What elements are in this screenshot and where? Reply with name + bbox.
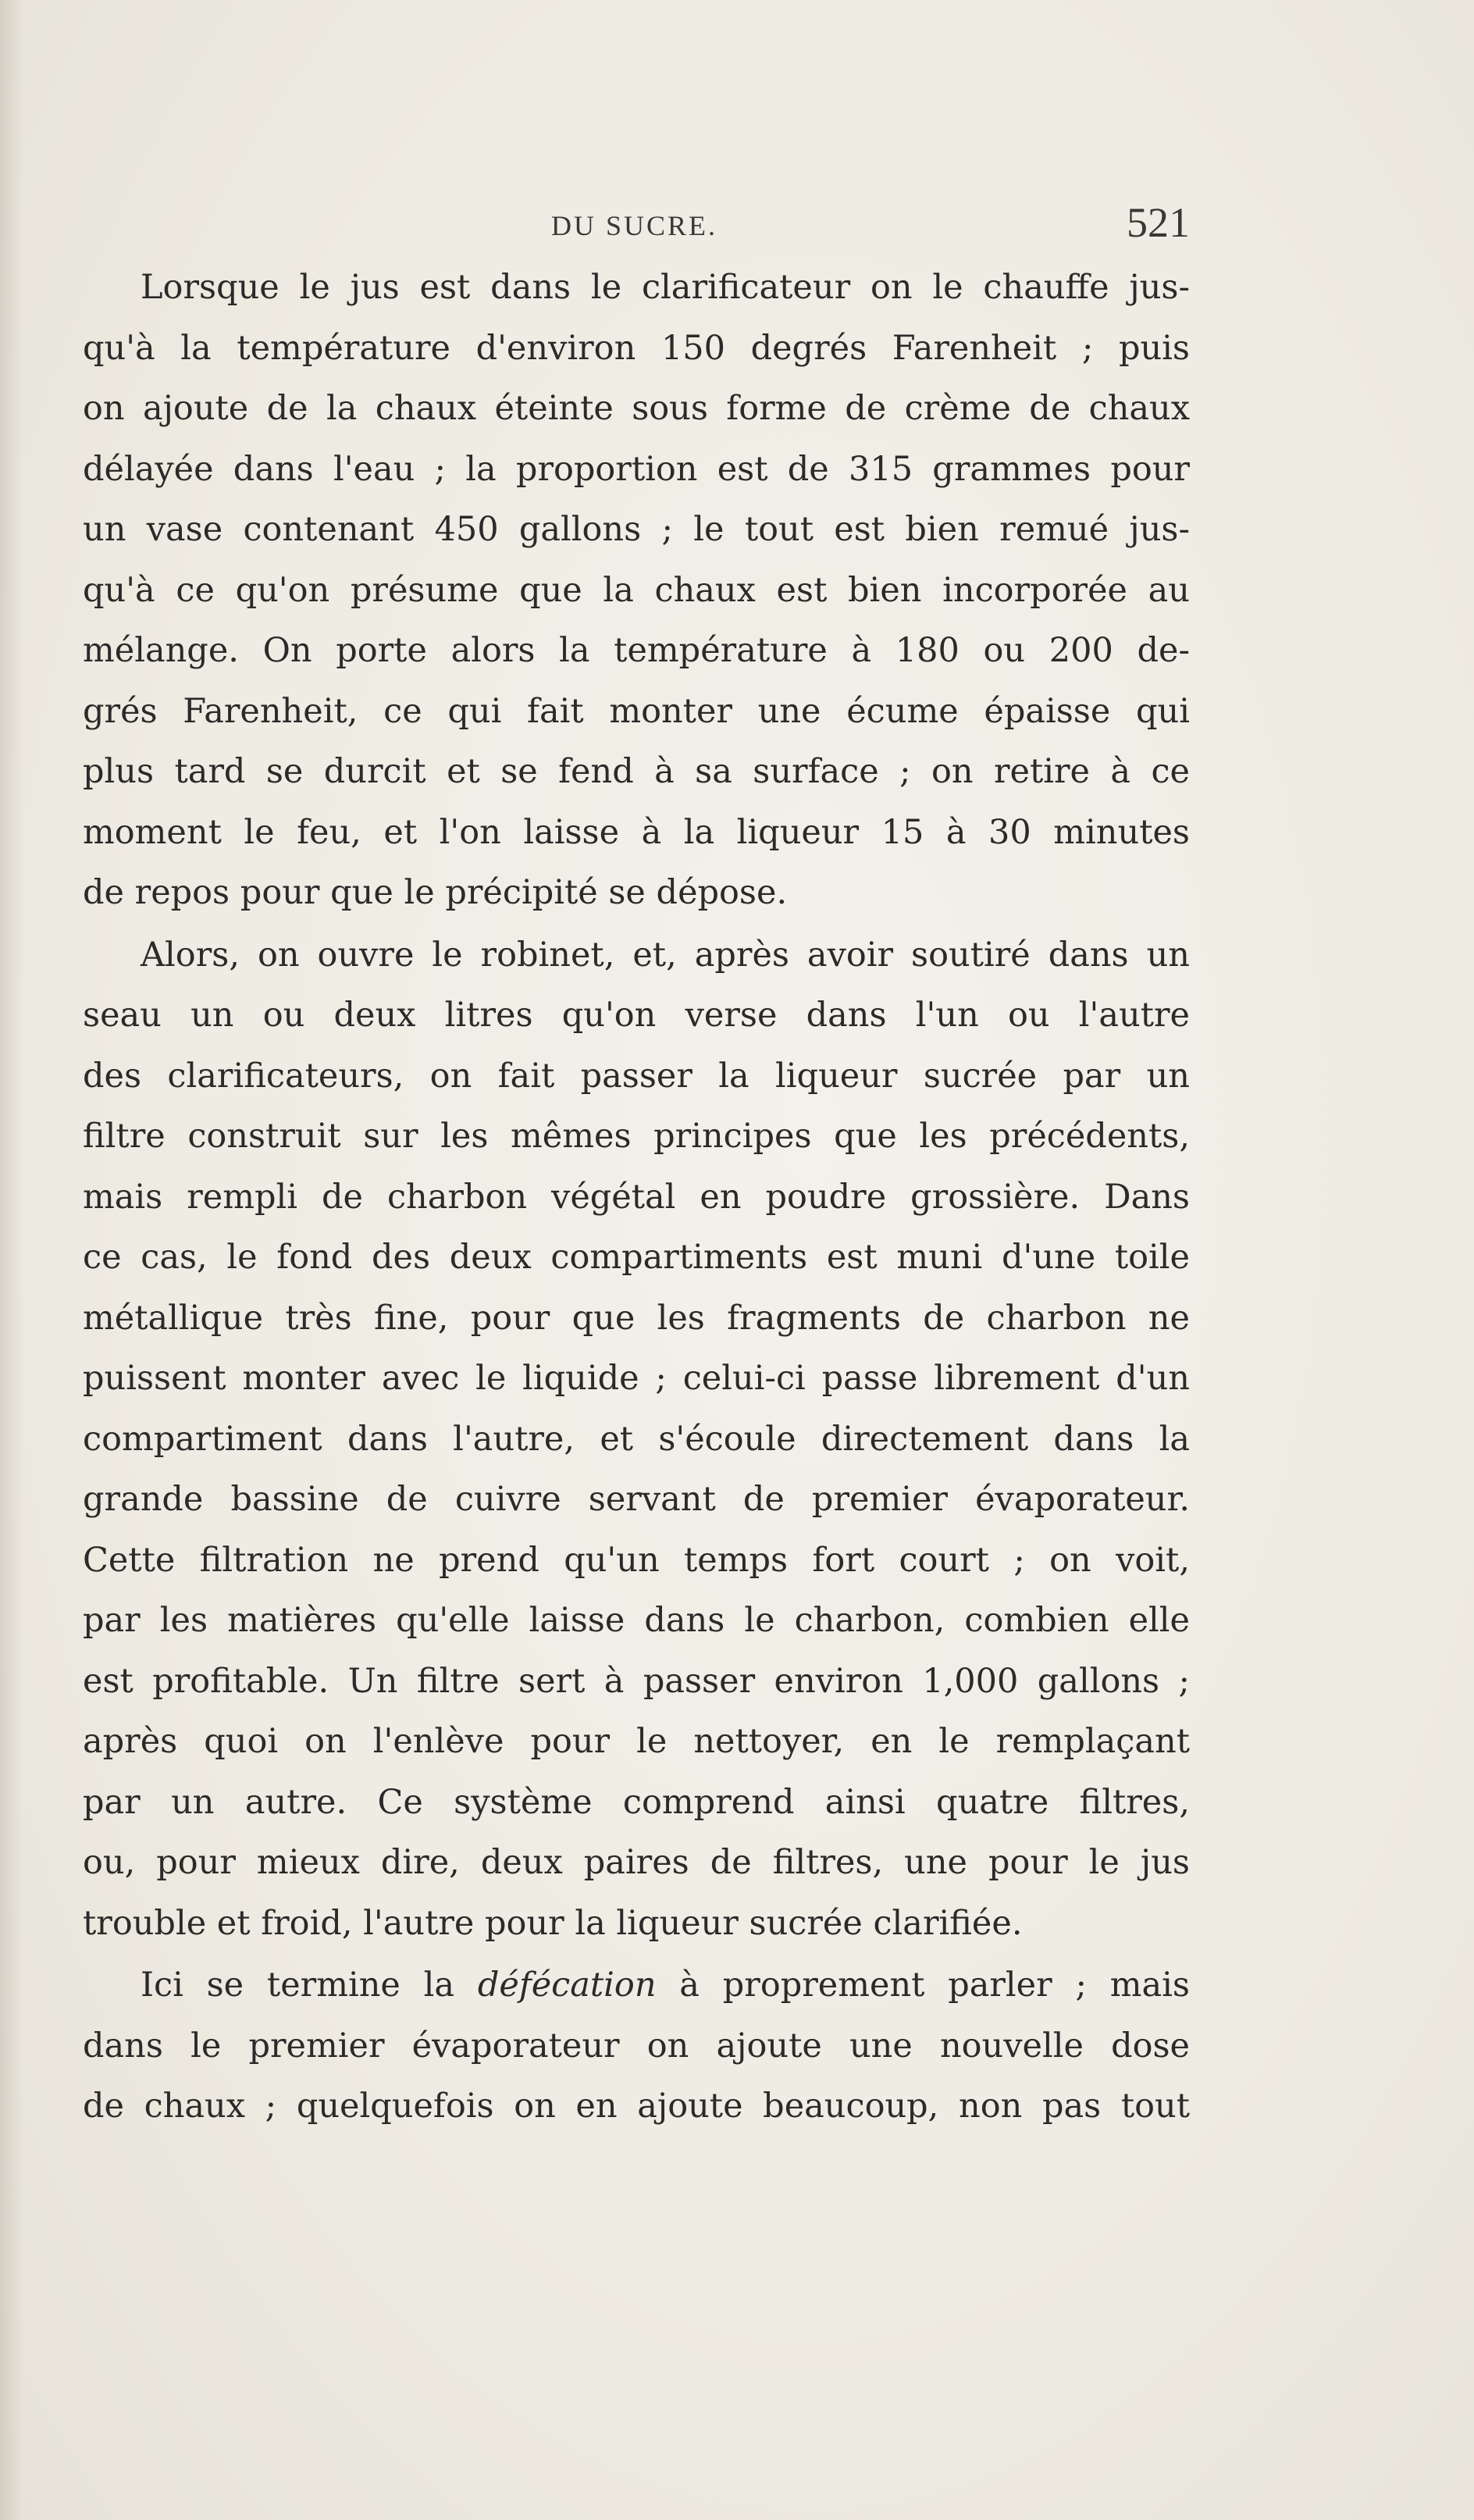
text-line: Lorsque le jus est dans le clarificateur on le chauffe jus-: [141, 268, 1190, 307]
paragraph: [83, 925, 1190, 1955]
text-line: puissent monter avec le liquide ; celui-ci passe librement d'un: [83, 1359, 1190, 1398]
text-line: filtre construit sur les mêmes principes que les précédents,: [83, 1117, 1190, 1156]
text-line: plus tard se durcit et se fend à sa surface ; on retire à ce: [83, 752, 1190, 791]
text-line: ou, pour mieux dire, deux paires de filtres, une pour le jus: [83, 1843, 1190, 1882]
text-line: délayée dans l'eau ; la proportion est de 315 grammes pour: [83, 449, 1190, 489]
text-line: est profitable. Un filtre sert à passer environ 1,000 gallons ;: [83, 1661, 1190, 1701]
page-edge-shadow: [0, 0, 23, 2520]
text-line: moment le feu, et l'on laisse à la liqueur 15 à 30 minutes: [83, 812, 1190, 852]
text-line: seau un ou deux litres qu'on verse dans l'un ou l'autre: [83, 996, 1190, 1035]
text-line: un vase contenant 450 gallons ; le tout est bien remué jus-: [83, 510, 1190, 549]
italic-term: défécation: [477, 1966, 657, 2005]
text-line: mais rempli de charbon végétal en poudre grossière. Dans: [83, 1177, 1190, 1217]
text-line: de repos pour que le précipité se dépose.: [83, 873, 788, 912]
text-line: par un autre. Ce système comprend ainsi quatre filtres,: [83, 1782, 1190, 1822]
text-line: après quoi on l'enlève pour le nettoyer, en le remplaçant: [83, 1722, 1190, 1761]
text-line: Ici se termine la défécation à proprement parler ; mais: [141, 1966, 1190, 2005]
text-line: métallique très fine, pour que les fragments de charbon ne: [83, 1298, 1190, 1338]
text-line: des clarificateurs, on fait passer la liqueur sucrée par un: [83, 1056, 1190, 1096]
text-line: Cette filtration ne prend qu'un temps fort court ; on voit,: [83, 1540, 1190, 1580]
text-line: trouble et froid, l'autre pour la liqueur sucrée clarifiée.: [83, 1903, 1023, 1943]
text-line: qu'à la température d'environ 150 degrés Farenheit ; puis: [83, 328, 1190, 368]
text-line: ce cas, le fond des deux compartiments est muni d'une toile: [83, 1238, 1190, 1277]
text-line: de chaux ; quelquefois on en ajoute beaucoup, non pas tout: [83, 2087, 1190, 2126]
text-line: qu'à ce qu'on présume que la chaux est bien incorporée au: [83, 570, 1190, 610]
running-title: DU SUCRE.: [551, 210, 718, 241]
text-line: on ajoute de la chaux éteinte sous forme de crème de chaux: [83, 389, 1190, 428]
text-line: par les matières qu'elle laisse dans le charbon, combien elle: [83, 1601, 1190, 1640]
text-line: mélange. On porte alors la température à 180 ou 200 de-: [83, 631, 1190, 670]
text-line: dans le premier évaporateur on ajoute une nouvelle dose: [83, 2026, 1190, 2066]
text-line: Alors, on ouvre le robinet, et, après avoir soutiré dans un: [141, 935, 1190, 975]
text-line: grés Farenheit, ce qui fait monter une écume épaisse qui: [83, 691, 1190, 731]
page-number: 521: [1127, 199, 1190, 246]
paragraph: [83, 1955, 1190, 2137]
text-line: compartiment dans l'autre, et s'écoule directement dans la: [83, 1419, 1190, 1459]
text-line: grande bassine de cuivre servant de premier évaporateur.: [83, 1480, 1190, 1519]
running-head: [83, 184, 1190, 247]
paragraph: [83, 258, 1190, 924]
body-text: [83, 258, 1190, 2137]
